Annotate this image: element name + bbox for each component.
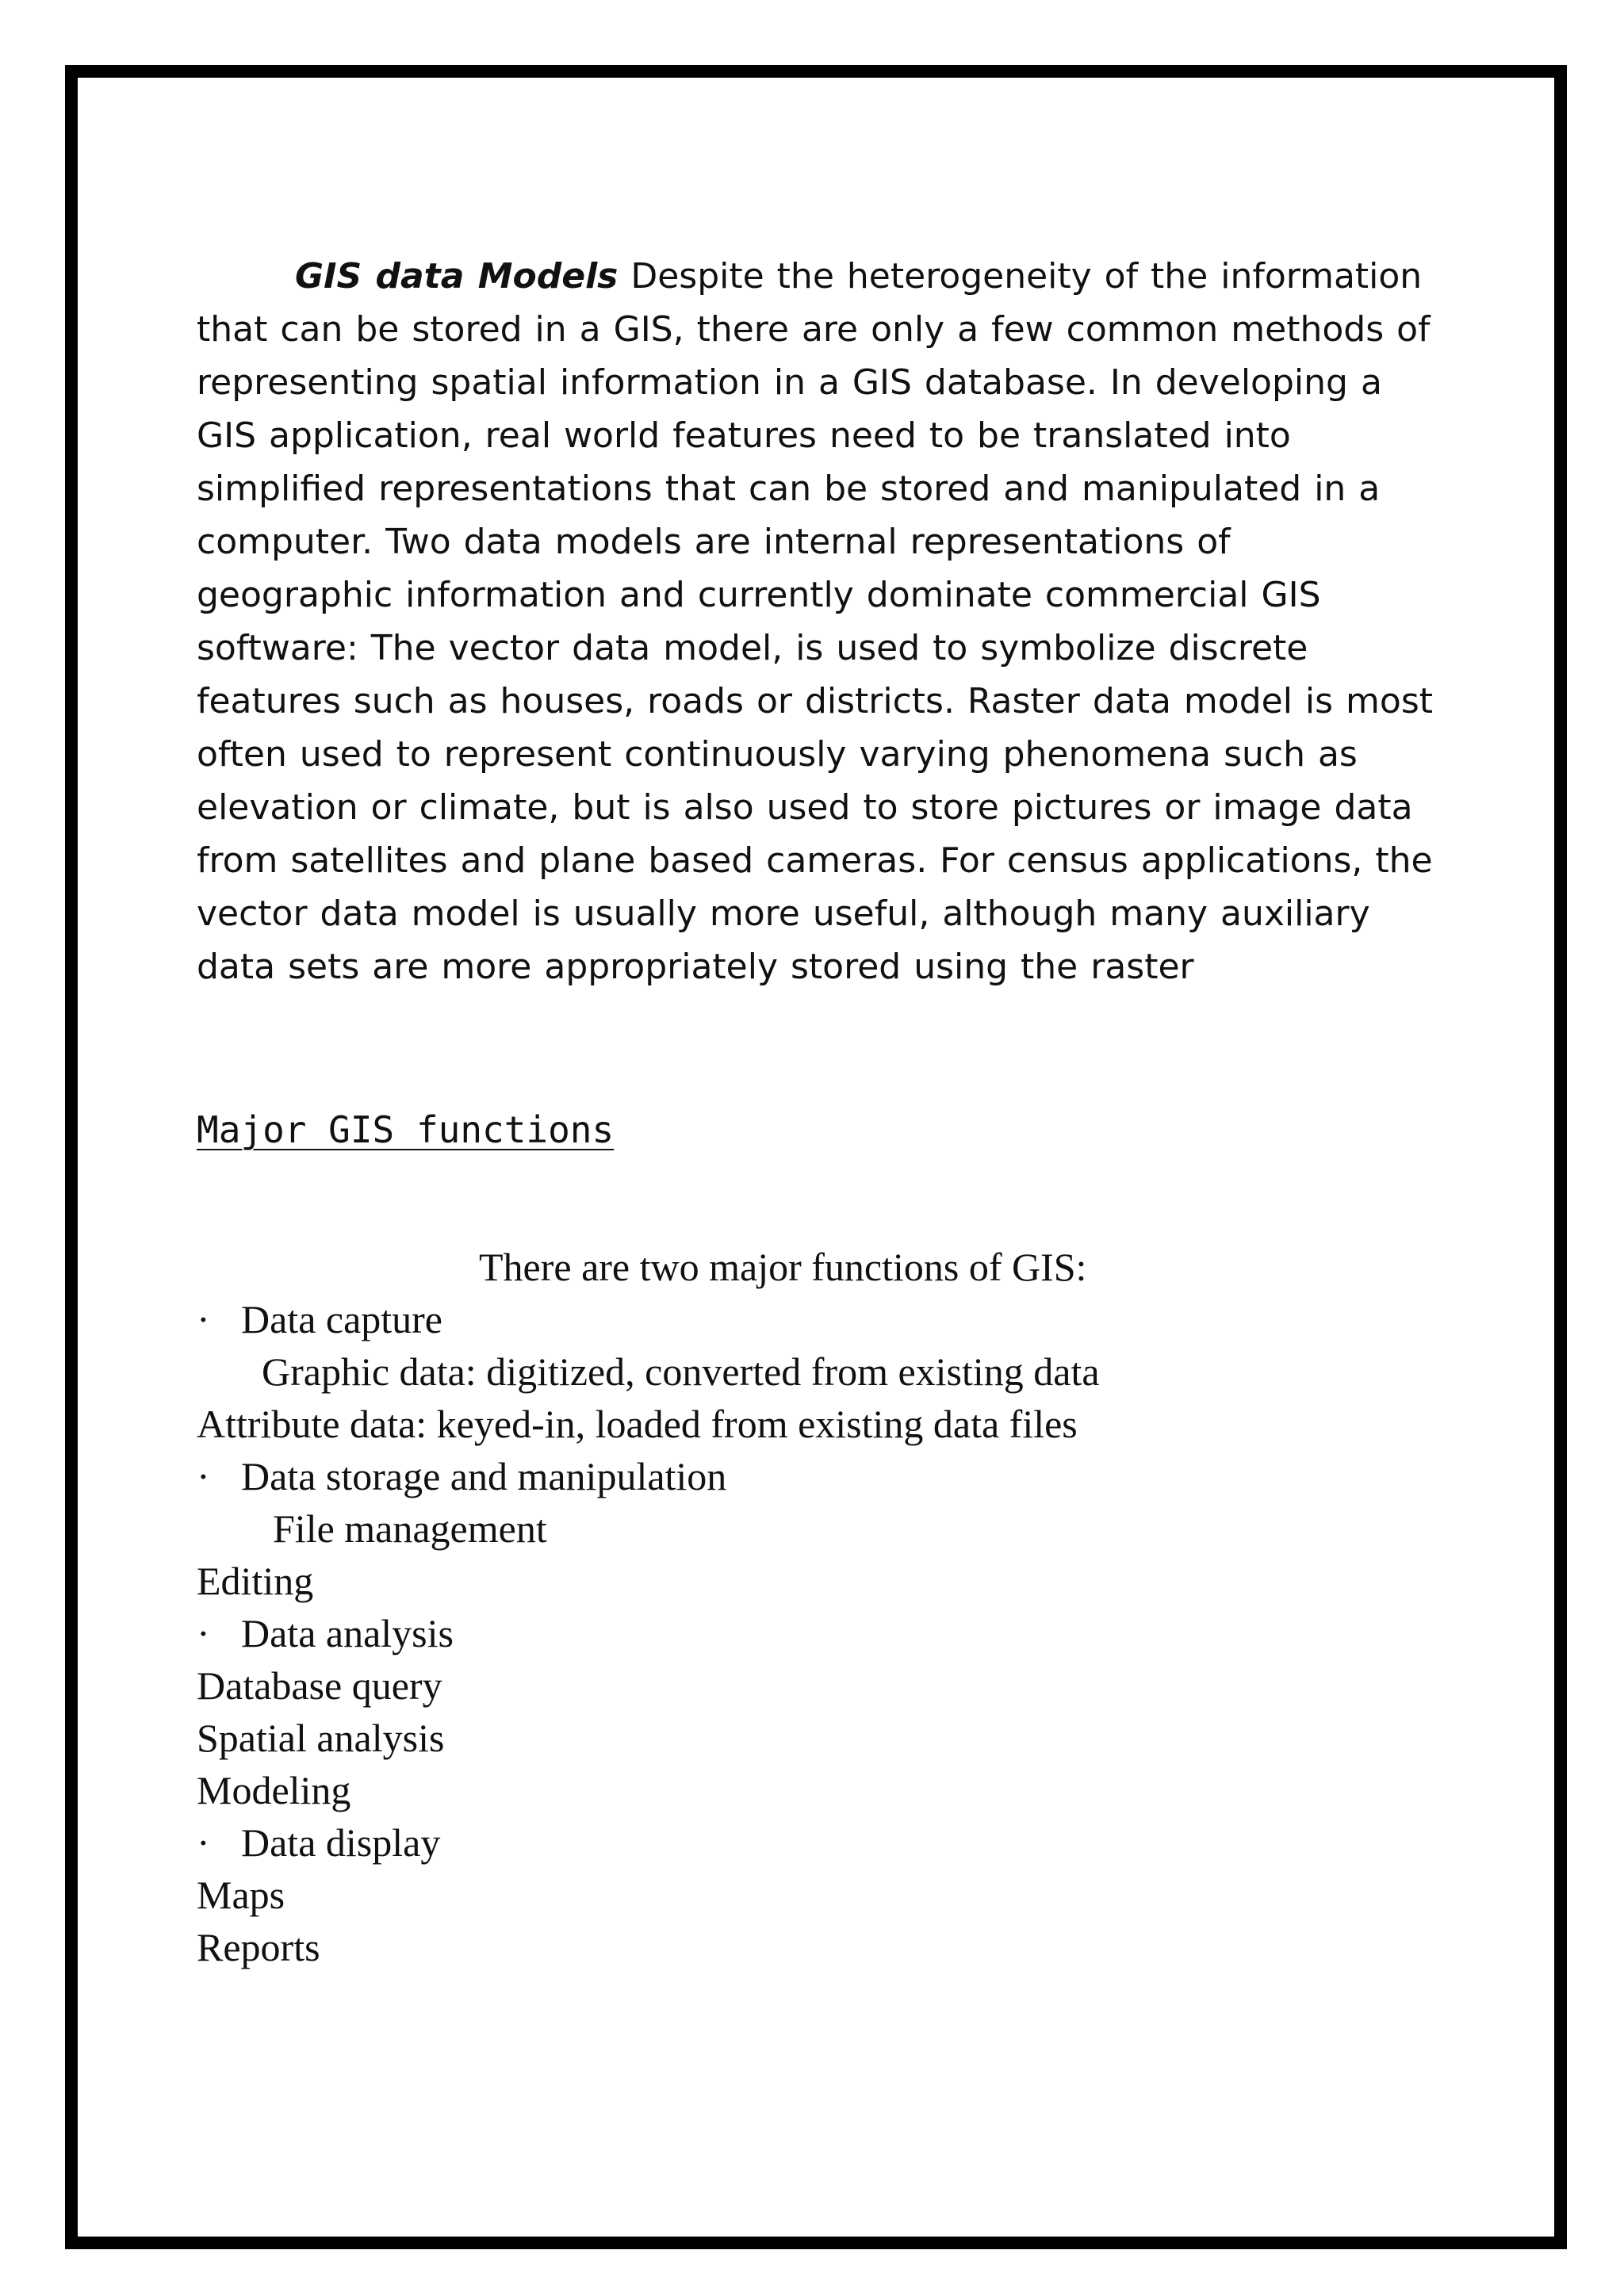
paragraph-line: from satellites and plane based cameras. For census applications, the [197,840,1433,881]
paragraph-lead-title: GIS data Models [295,256,619,297]
document-body [197,250,1450,993]
sub-item-attribute-data: Attribute data: keyed-in, loaded from existing data files [197,1402,1078,1446]
paragraph-line: vector data model is usually more useful, although many auxiliary [197,894,1370,934]
section-intro: There are two major functions of GIS: [479,1245,1087,1289]
sub-item-reports: Reports [197,1925,320,1969]
paragraph-line: data sets are more appropriately stored using the raster [197,947,1194,987]
paragraph-line: software: The vector data model, is used to symbolize discrete [197,628,1308,668]
bullet-item-data-capture [197,1293,1100,1345]
sub-item-graphic-data: Graphic data: digitized, converted from existing data [262,1349,1100,1394]
gis-data-models-paragraph [197,250,1450,993]
paragraph-line: GIS application, real world features need to be translated into [197,415,1291,456]
bullet-item-label: Data display [241,1820,441,1865]
bullet-item-data-display [197,1816,1100,1869]
paragraph-line: representing spatial information in a GIS database. In developing a [197,362,1382,403]
sub-item-database-query: Database query [197,1663,442,1708]
bullet-item-label: Data analysis [241,1611,454,1655]
sub-item-file-management: File management [273,1506,547,1551]
paragraph-line: computer. Two data models are internal representations of [197,522,1231,562]
paragraph-line: features such as houses, roads or districts. Raster data model is most [197,681,1433,721]
bullet-icon: · [197,1820,210,1865]
bullet-icon: · [197,1297,210,1341]
section-heading: Major GIS functions [197,1108,615,1151]
sub-item-maps: Maps [197,1873,285,1917]
bullet-item-data-storage [197,1450,1100,1502]
paragraph-line: that can be stored in a GIS, there are only a few common methods of [197,309,1431,350]
sub-item-spatial-analysis: Spatial analysis [197,1716,445,1760]
paragraph-line: elevation or climate, but is also used to store pictures or image data [197,787,1413,828]
paragraph-first-line [197,250,1450,303]
paragraph-line: simplified representations that can be stored and manipulated in a [197,469,1381,509]
paragraph-line: geographic information and currently dominate commercial GIS [197,575,1321,615]
gis-functions-list [197,1241,1100,1973]
sub-item-modeling: Modeling [197,1768,351,1812]
paragraph-line: often used to represent continuously varying phenomena such as [197,734,1358,775]
sub-item-editing: Editing [197,1559,314,1603]
paragraph-first-line-text: Despite the heterogeneity of the information [618,256,1423,297]
bullet-item-label: Data storage and manipulation [241,1454,727,1498]
bullet-item-data-analysis [197,1607,1100,1659]
bullet-icon: · [197,1611,210,1655]
bullet-icon: · [197,1454,210,1498]
bullet-item-label: Data capture [241,1297,443,1341]
